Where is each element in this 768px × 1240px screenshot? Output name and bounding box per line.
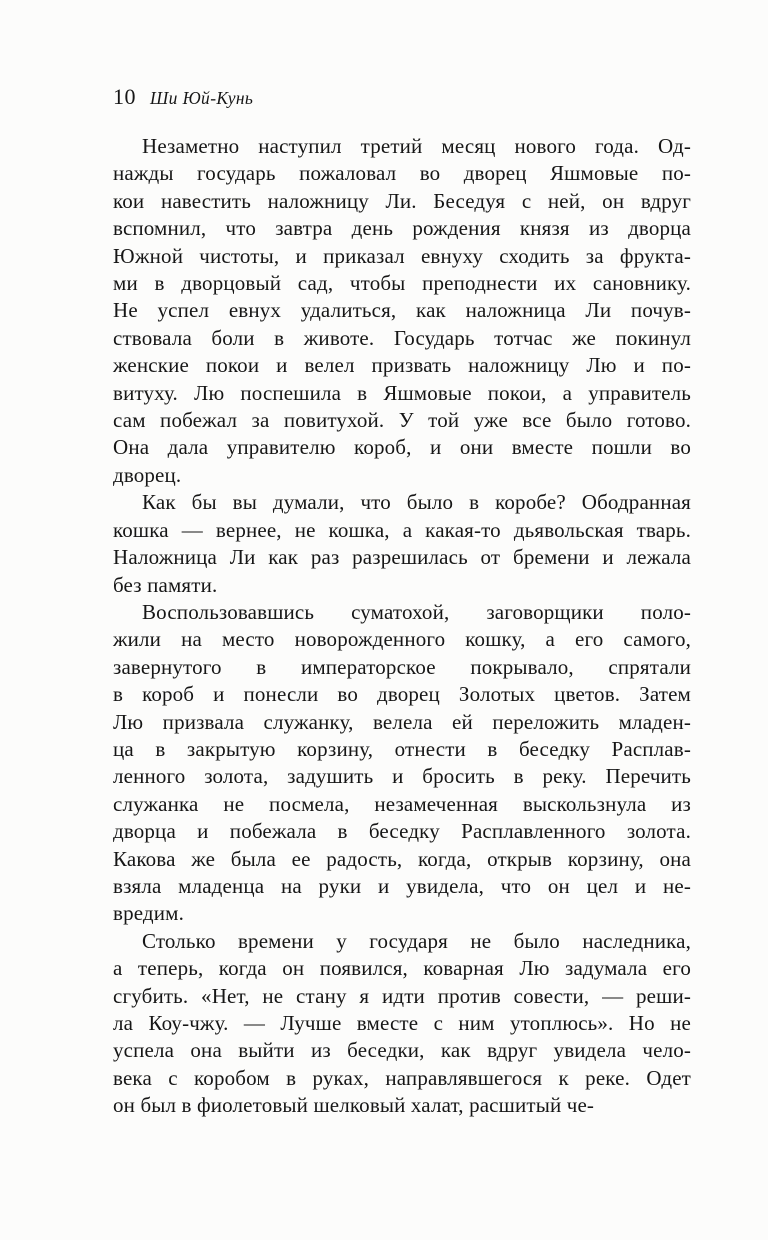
text-line: века с коробом в руках, направлявшегося к реке. Одет	[113, 1065, 691, 1090]
text-line: Незаметно наступил третий месяц нового года. Од-	[142, 134, 691, 158]
text-line: кои навестить наложницу Ли. Беседуя с ней, он вдруг	[113, 188, 691, 213]
text-line: сам побежал за повитухой. У той уже все было готово.	[113, 408, 691, 433]
page-number: 10	[113, 84, 136, 109]
text-line: сгубить. «Нет, не стану я идти против совести, — реши-	[113, 983, 691, 1008]
text-line: ствовала боли в животе. Государь тотчас же покинул	[113, 325, 691, 350]
text-line: Наложница Ли как раз разрешилась от бремени и лежала	[113, 545, 691, 570]
text-line: успела она выйти из беседки, как вдруг увидела чело-	[113, 1038, 691, 1063]
text-line: а теперь, когда он появился, коварная Лю задумала его	[113, 956, 691, 981]
text-line: Как бы вы думали, что было в коробе? Ободранная	[142, 490, 691, 515]
text-line: Она дала управителю короб, и они вместе пошли во	[113, 435, 691, 460]
text-line: Воспользовавшись суматохой, заговорщики поло-	[142, 599, 691, 624]
paragraph	[113, 928, 691, 1120]
text-line: служанка не посмела, незамеченная выскользнула из	[113, 791, 691, 816]
text-line: взяла младенца на руки и увидела, что он цел и не-	[113, 873, 691, 898]
text-line: завернутого в императорское покрывало, спрятали	[113, 654, 691, 679]
running-title: Ши Юй-Кунь	[150, 88, 254, 108]
text-line: дворец.	[113, 462, 182, 487]
paragraph	[113, 133, 691, 489]
text-line: вредим.	[113, 901, 184, 926]
text-line: без памяти.	[113, 572, 218, 597]
text-line: нажды государь пожаловал во дворец Яшмовые по-	[113, 161, 691, 186]
text-line: Какова же была ее радость, когда, открыв корзину, она	[113, 846, 691, 871]
text-line: в короб и понесли во дворец Золотых цветов. Затем	[113, 682, 691, 707]
text-line: витуху. Лю поспешила в Яшмовые покои, а управитель	[113, 380, 691, 405]
text-block	[113, 133, 691, 1120]
text-line: кошка — вернее, не кошка, а какая-то дьявольская тварь.	[113, 517, 691, 542]
text-line: Лю призвала служанку, велела ей переложить младен-	[113, 709, 691, 734]
text-line: он был в фиолетовый шелковый халат, расшитый че-	[113, 1093, 595, 1118]
text-line: дворца и побежала в беседку Расплавленного золота.	[113, 819, 691, 844]
text-line: ми в дворцовый сад, чтобы преподнести их сановнику.	[113, 271, 691, 296]
text-line: Южной чистоты, и приказал евнуху сходить за фрукта-	[113, 243, 691, 268]
text-line: ленного золота, задушить и бросить в реку. Перечить	[113, 764, 691, 789]
paragraph	[113, 599, 691, 928]
text-line: женские покои и велел призвать наложницу Лю и по-	[113, 353, 691, 378]
text-line: ца в закрытую корзину, отнести в беседку Расплав-	[113, 736, 691, 761]
page-header	[113, 84, 691, 110]
text-line: Столько времени у государя не было наследника,	[142, 928, 691, 953]
text-line: ла Коу-чжу. — Лучше вместе с ним утоплюсь». Но не	[113, 1011, 691, 1035]
paragraph	[113, 489, 691, 599]
text-line: Не успел евнух удалиться, как наложница Ли почув-	[113, 298, 691, 323]
text-line: вспомнил, что завтра день рождения князя из дворца	[113, 216, 691, 241]
text-line: жили на место новорожденного кошку, а его самого,	[113, 627, 691, 652]
